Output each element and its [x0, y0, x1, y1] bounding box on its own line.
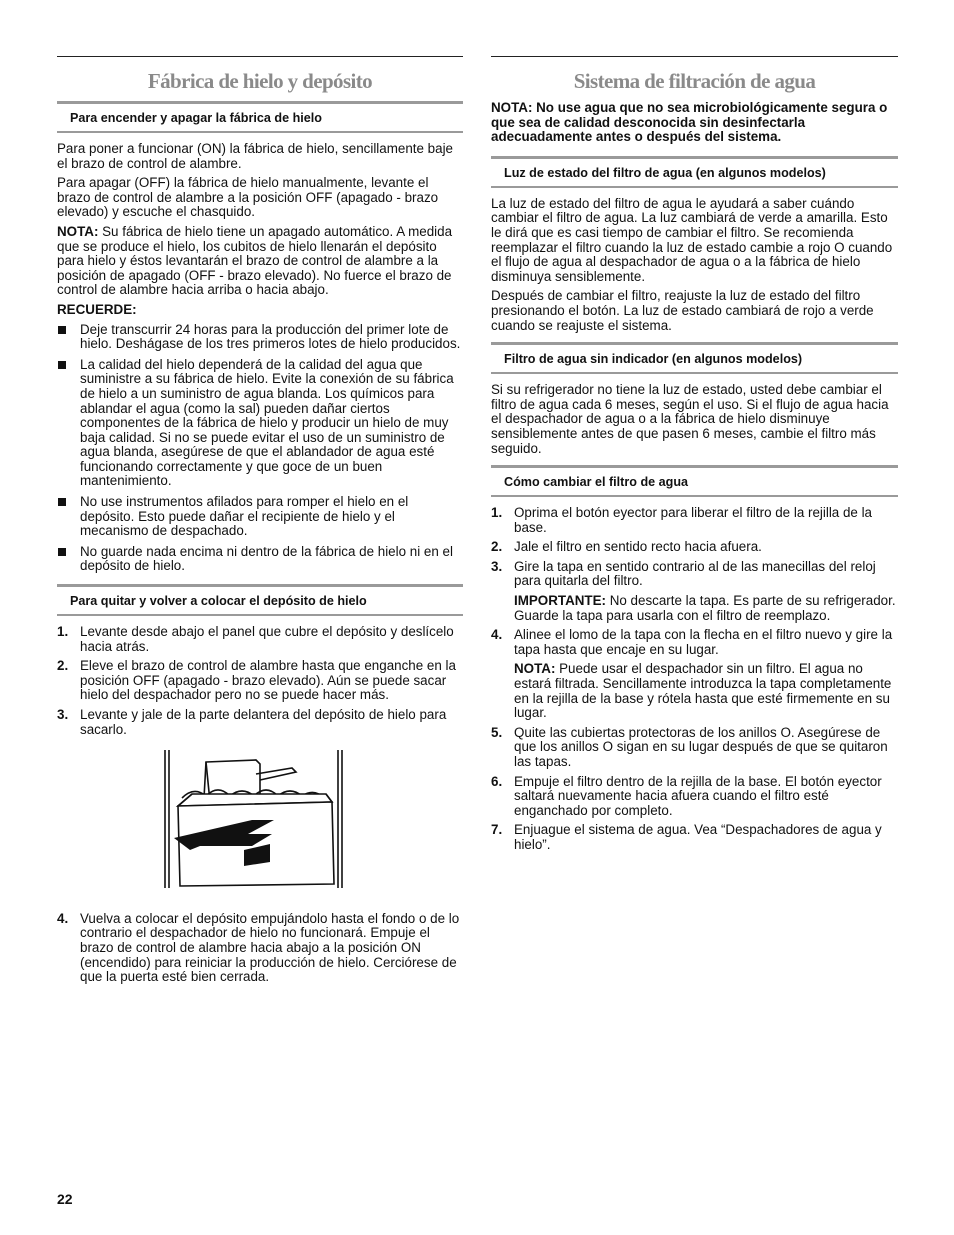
- bullet-item: No guarde nada encima ni dentro de la fábrica de hielo ni en el depósito de hielo.: [57, 545, 463, 574]
- left-nota-text: Su fábrica de hielo tiene un apagado automático. A medida que se produce el hielo, los cubitos de hielo llenarán el depósito para hielo y éstos levantarán el brazo de control de alambre a la posición de apagado (OFF - brazo elevado). No fuerce el brazo de control de alambre hacia arriba o hacia abajo.: [57, 223, 453, 298]
- page-number: 22: [57, 1191, 73, 1207]
- step-note: NOTA: Puede usar el despachador sin un filtro. El agua no estará filtrada. Sencillamente introduzca la tapa completamente en la rejilla de la base y rótela hasta que esté firmemente en su lugar.: [514, 661, 892, 721]
- bin-steps-continued: [57, 912, 463, 985]
- bullet-item: No use instrumentos afilados para romper el hielo en el depósito. Esto puede dañar el recipiente de hielo y el mecanismo de despachado.: [57, 495, 463, 539]
- left-top-rule: [57, 56, 463, 57]
- square-bullet-icon: [58, 326, 66, 334]
- recuerde-label: RECUERDE:: [57, 301, 137, 317]
- left-title: Fábrica de hielo y depósito: [147, 69, 373, 93]
- right-top-rule: [491, 56, 898, 57]
- right-s1-p2: Después de cambiar el filtro, reajuste la luz de estado del filtro presionando el botón. La luz de estado cambiará de rojo a verde cuando se reajuste el sistema.: [491, 288, 874, 333]
- right-s2-p1: Si su refrigerador no tiene la luz de estado, usted debe cambiar el filtro de agua cada 6 meses, según el uso. Si el flujo de agua hacia el despachador de agua o a la fábrica de hielo disminuye sensiblemente antes de que pasen 6 meses, cambie el filtro más seguido.: [491, 382, 889, 456]
- right-title: Sistema de filtración de agua: [573, 69, 816, 93]
- left-column: [57, 56, 463, 990]
- ice-bin-illustration: [164, 750, 356, 890]
- step-item: 1. Oprima el botón eyector para liberar el filtro de la rejilla de la base.: [491, 505, 873, 535]
- step-item: 4. Alinee el lomo de la tapa con la flecha en el filtro nuevo y gire la tapa hasta que encaje en su lugar. NOTA: Puede usar el despachador sin un filtro. El agua no estará filtrada. Sencillamente introduzca la tapa completamente en la rejilla de la base y rótela hasta que esté firmemente en su lugar.: [491, 628, 898, 721]
- step-item: 3. Levante y jale de la parte delantera del depósito de hielo para sacarlo.: [57, 707, 447, 737]
- recuerde-list: [57, 323, 463, 575]
- bin-steps: [57, 625, 463, 737]
- step-item: 2. Eleve el brazo de control de alambre hasta que enganche en la posición OFF (apagado - brazo elevado). Aún se puede sacar hielo del despachador pero no se puede hacer más.: [57, 658, 456, 703]
- step-note: IMPORTANTE: No descarte la tapa. Es parte de su refrigerador. Guarde la tapa para usarla con el filtro de reemplazo.: [514, 593, 896, 623]
- left-p1: Para poner a funcionar (ON) la fábrica de hielo, sencillamente baje el brazo de control de alambre.: [57, 141, 453, 171]
- right-section3-heading: Cómo cambiar el filtro de agua: [491, 465, 898, 497]
- step-item: 3. Gire la tapa en sentido contrario al de las manecillas del reloj para quitarla del filtro. IMPORTANTE: No descarte la tapa. Es parte de su refrigerador. Guarde la tapa para usarla con el filtro de reemplazo.: [491, 560, 898, 623]
- right-s1-p1: La luz de estado del filtro de agua le ayudará a saber cuándo cambiar el filtro de agua. La luz cambiará de verde a amarilla. Esto le dirá que es casi tiempo de cambiar el filtro. Se recomienda reemplazar el filtro cuando la luz de estado cambie a rojo O cuando el flujo de agua al despachador de agua o a la fábrica de hielo disminuya sensiblemente.: [491, 195, 893, 284]
- right-column: [491, 56, 898, 858]
- right-nota-head: NOTA: No use agua que no sea microbiológicamente segura o que sea de calidad desconocida sin desinfectarla adecuadamente antes o después del sistema.: [491, 100, 888, 145]
- bullet-item: Deje transcurrir 24 horas para la producción del primer lote de hielo. Deshágase de los tres primeros lotes de hielo producidos.: [57, 323, 463, 352]
- left-section2-heading: Para quitar y volver a colocar el depósito de hielo: [57, 584, 463, 616]
- left-nota: [57, 225, 463, 298]
- step-item: 6. Empuje el filtro dentro de la rejilla de la base. El botón eyector saltará nuevamente hacia afuera cuando el filtro esté enganchado por completo.: [491, 773, 882, 818]
- left-nota-label: NOTA:: [57, 223, 99, 239]
- right-section1-heading: Luz de estado del filtro de agua (en algunos modelos): [491, 156, 898, 188]
- square-bullet-icon: [58, 548, 66, 556]
- left-section1-heading: Para encender y apagar la fábrica de hielo: [57, 101, 463, 133]
- step-item: 4. Vuelva a colocar el depósito empujándolo hasta el fondo o de lo contrario el despachador de hielo no funcionará. Empuje el brazo de control de alambre hacia abajo a la posición ON (encendido) para reiniciar la producción de hielo. Cerciórese de que la puerta esté bien cerrada.: [57, 910, 460, 985]
- filter-steps: [491, 506, 898, 852]
- left-p2: Para apagar (OFF) la fábrica de hielo manualmente, levante el brazo de control de alambre a la posición OFF (apagado - brazo elevado) y escuche el chasquido.: [57, 175, 439, 220]
- bullet-item: La calidad del hielo dependerá de la calidad del agua que suministre a su fábrica de hielo. Evite la conexión de su fábrica de hielo a un suministro de agua blanda. Los químicos para ablandar el agua (como la sal) pueden dañar ciertos componentes de la fábrica de hielo y producir un hielo de muy baja calidad. Si no se puede evitar el uso de un suministro de agua blanda, asegúrese de que el ablandador de agua esté funcionando correctamente y que goce de un buen mantenimiento.: [57, 358, 463, 489]
- step-item: 7. Enjuague el sistema de agua. Vea “Despachadores de agua y hielo”.: [491, 822, 882, 852]
- square-bullet-icon: [58, 361, 66, 369]
- step-item: 2. Jale el filtro en sentido recto hacia afuera.: [491, 539, 762, 555]
- step-item: 1. Levante desde abajo el panel que cubre el depósito y deslícelo hacia atrás.: [57, 624, 454, 654]
- step-item: 5. Quite las cubiertas protectoras de los anillos O. Asegúrese de que los anillos O sigan en su lugar después de que se quitaron las tapas.: [491, 724, 888, 769]
- right-section2-heading: Filtro de agua sin indicador (en algunos modelos): [491, 342, 898, 374]
- square-bullet-icon: [58, 498, 66, 506]
